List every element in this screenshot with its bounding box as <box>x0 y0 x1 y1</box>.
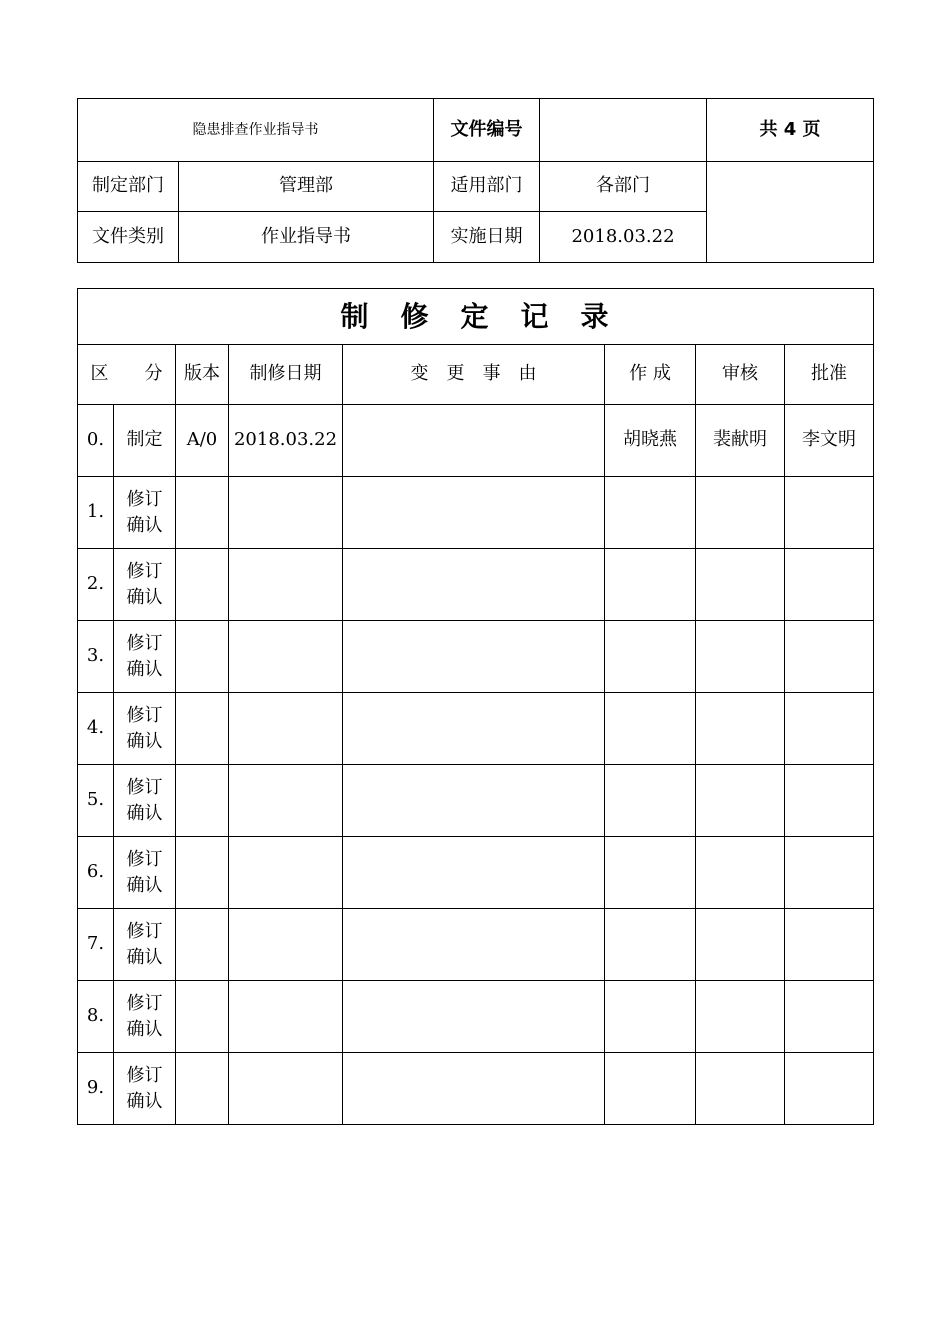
row-type: 制定 <box>114 405 176 477</box>
row-type <box>114 765 176 837</box>
table-row <box>78 1053 874 1125</box>
row-date <box>229 909 343 981</box>
row-version: A/0 <box>176 405 229 477</box>
row-reviewer <box>696 621 785 693</box>
effective-date-value: 2018.03.22 <box>540 212 707 263</box>
row-approver <box>785 1053 874 1125</box>
table-row <box>78 981 874 1053</box>
row-reviewer: 裴献明 <box>696 405 785 477</box>
row-reason <box>343 549 605 621</box>
row-reason <box>343 405 605 477</box>
row-reason <box>343 693 605 765</box>
row-type-line2: 确认 <box>126 514 163 536</box>
row-date: 2018.03.22 <box>229 405 343 477</box>
col-author: 作 成 <box>605 345 696 405</box>
col-reason: 变 更 事 由 <box>343 345 605 405</box>
row-reason <box>343 837 605 909</box>
row-type-line2: 确认 <box>126 802 163 824</box>
table-row <box>78 909 874 981</box>
col-division: 区 分 <box>78 345 176 405</box>
col-version: 版本 <box>176 345 229 405</box>
row-type-line1: 修订 <box>126 993 163 1015</box>
record-title: 制 修 定 记 录 <box>78 289 874 345</box>
row-approver <box>785 477 874 549</box>
doc-number-value <box>540 99 707 162</box>
row-date <box>229 693 343 765</box>
row-approver <box>785 621 874 693</box>
row-date <box>229 1053 343 1125</box>
row-type-line2: 确认 <box>126 730 163 752</box>
table-row <box>78 405 874 477</box>
row-approver <box>785 909 874 981</box>
row-date <box>229 765 343 837</box>
row-type-line1: 修订 <box>126 921 163 943</box>
row-date <box>229 621 343 693</box>
row-type-line1: 修订 <box>126 777 163 799</box>
table-row <box>78 693 874 765</box>
row-approver <box>785 549 874 621</box>
row-reason <box>343 981 605 1053</box>
table-row <box>78 549 874 621</box>
table-row <box>78 837 874 909</box>
page-count: 共 4 页 <box>707 99 874 162</box>
row-reason <box>343 765 605 837</box>
row-author: 胡晓燕 <box>605 405 696 477</box>
row-number: 0. <box>78 405 114 477</box>
row-type <box>114 909 176 981</box>
row-reviewer <box>696 837 785 909</box>
row-type-line1: 修订 <box>126 489 163 511</box>
row-date <box>229 981 343 1053</box>
row-number: 3. <box>78 621 114 693</box>
row-approver <box>785 981 874 1053</box>
table-row <box>78 765 874 837</box>
row-type-line2: 确认 <box>126 1018 163 1040</box>
row-number: 8. <box>78 981 114 1053</box>
row-type-line2: 确认 <box>126 946 163 968</box>
row-version <box>176 981 229 1053</box>
category-value: 作业指导书 <box>179 212 434 263</box>
row-version <box>176 477 229 549</box>
applicable-dept-value: 各部门 <box>540 162 707 212</box>
row-author <box>605 765 696 837</box>
row-type <box>114 693 176 765</box>
row-number: 4. <box>78 693 114 765</box>
row-author <box>605 1053 696 1125</box>
revision-record-table <box>77 288 874 1125</box>
row-type <box>114 981 176 1053</box>
row-reason <box>343 909 605 981</box>
blank-cell <box>707 162 874 263</box>
row-type-line1: 修订 <box>126 849 163 871</box>
row-approver <box>785 837 874 909</box>
row-approver <box>785 765 874 837</box>
row-date <box>229 477 343 549</box>
row-type-line2: 确认 <box>126 1090 163 1112</box>
row-reason <box>343 477 605 549</box>
row-author <box>605 837 696 909</box>
row-type-line1: 修订 <box>126 1065 163 1087</box>
row-type <box>114 477 176 549</box>
row-type-line2: 确认 <box>126 586 163 608</box>
dept-value: 管理部 <box>179 162 434 212</box>
row-approver: 李文明 <box>785 405 874 477</box>
row-reviewer <box>696 981 785 1053</box>
row-number: 2. <box>78 549 114 621</box>
row-type <box>114 1053 176 1125</box>
row-version <box>176 765 229 837</box>
document-header-table <box>77 98 874 263</box>
col-date: 制修日期 <box>229 345 343 405</box>
row-type <box>114 837 176 909</box>
document-title: 隐患排查作业指导书 <box>78 99 434 162</box>
row-author <box>605 981 696 1053</box>
row-type-line1: 修订 <box>126 561 163 583</box>
row-date <box>229 549 343 621</box>
row-approver <box>785 693 874 765</box>
col-approver: 批准 <box>785 345 874 405</box>
table-row <box>78 621 874 693</box>
row-reviewer <box>696 693 785 765</box>
column-header-row <box>78 345 874 405</box>
row-type-line2: 确认 <box>126 874 163 896</box>
row-type-line1: 修订 <box>126 705 163 727</box>
doc-number-label: 文件编号 <box>434 99 540 162</box>
effective-date-label: 实施日期 <box>434 212 540 263</box>
row-version <box>176 693 229 765</box>
row-reviewer <box>696 765 785 837</box>
row-number: 9. <box>78 1053 114 1125</box>
row-number: 1. <box>78 477 114 549</box>
row-version <box>176 621 229 693</box>
row-number: 7. <box>78 909 114 981</box>
row-version <box>176 549 229 621</box>
row-type-line2: 确认 <box>126 658 163 680</box>
col-reviewer: 审核 <box>696 345 785 405</box>
row-number: 5. <box>78 765 114 837</box>
row-reviewer <box>696 1053 785 1125</box>
row-version <box>176 1053 229 1125</box>
row-reason <box>343 621 605 693</box>
row-reviewer <box>696 549 785 621</box>
row-date <box>229 837 343 909</box>
dept-label: 制定部门 <box>78 162 179 212</box>
row-author <box>605 693 696 765</box>
table-row <box>78 477 874 549</box>
row-number: 6. <box>78 837 114 909</box>
row-reason <box>343 1053 605 1125</box>
row-author <box>605 549 696 621</box>
row-reviewer <box>696 909 785 981</box>
row-version <box>176 837 229 909</box>
category-label: 文件类别 <box>78 212 179 263</box>
row-version <box>176 909 229 981</box>
row-type <box>114 621 176 693</box>
row-reviewer <box>696 477 785 549</box>
row-author <box>605 477 696 549</box>
row-author <box>605 909 696 981</box>
row-type-line1: 修订 <box>126 633 163 655</box>
applicable-dept-label: 适用部门 <box>434 162 540 212</box>
row-author <box>605 621 696 693</box>
row-type <box>114 549 176 621</box>
